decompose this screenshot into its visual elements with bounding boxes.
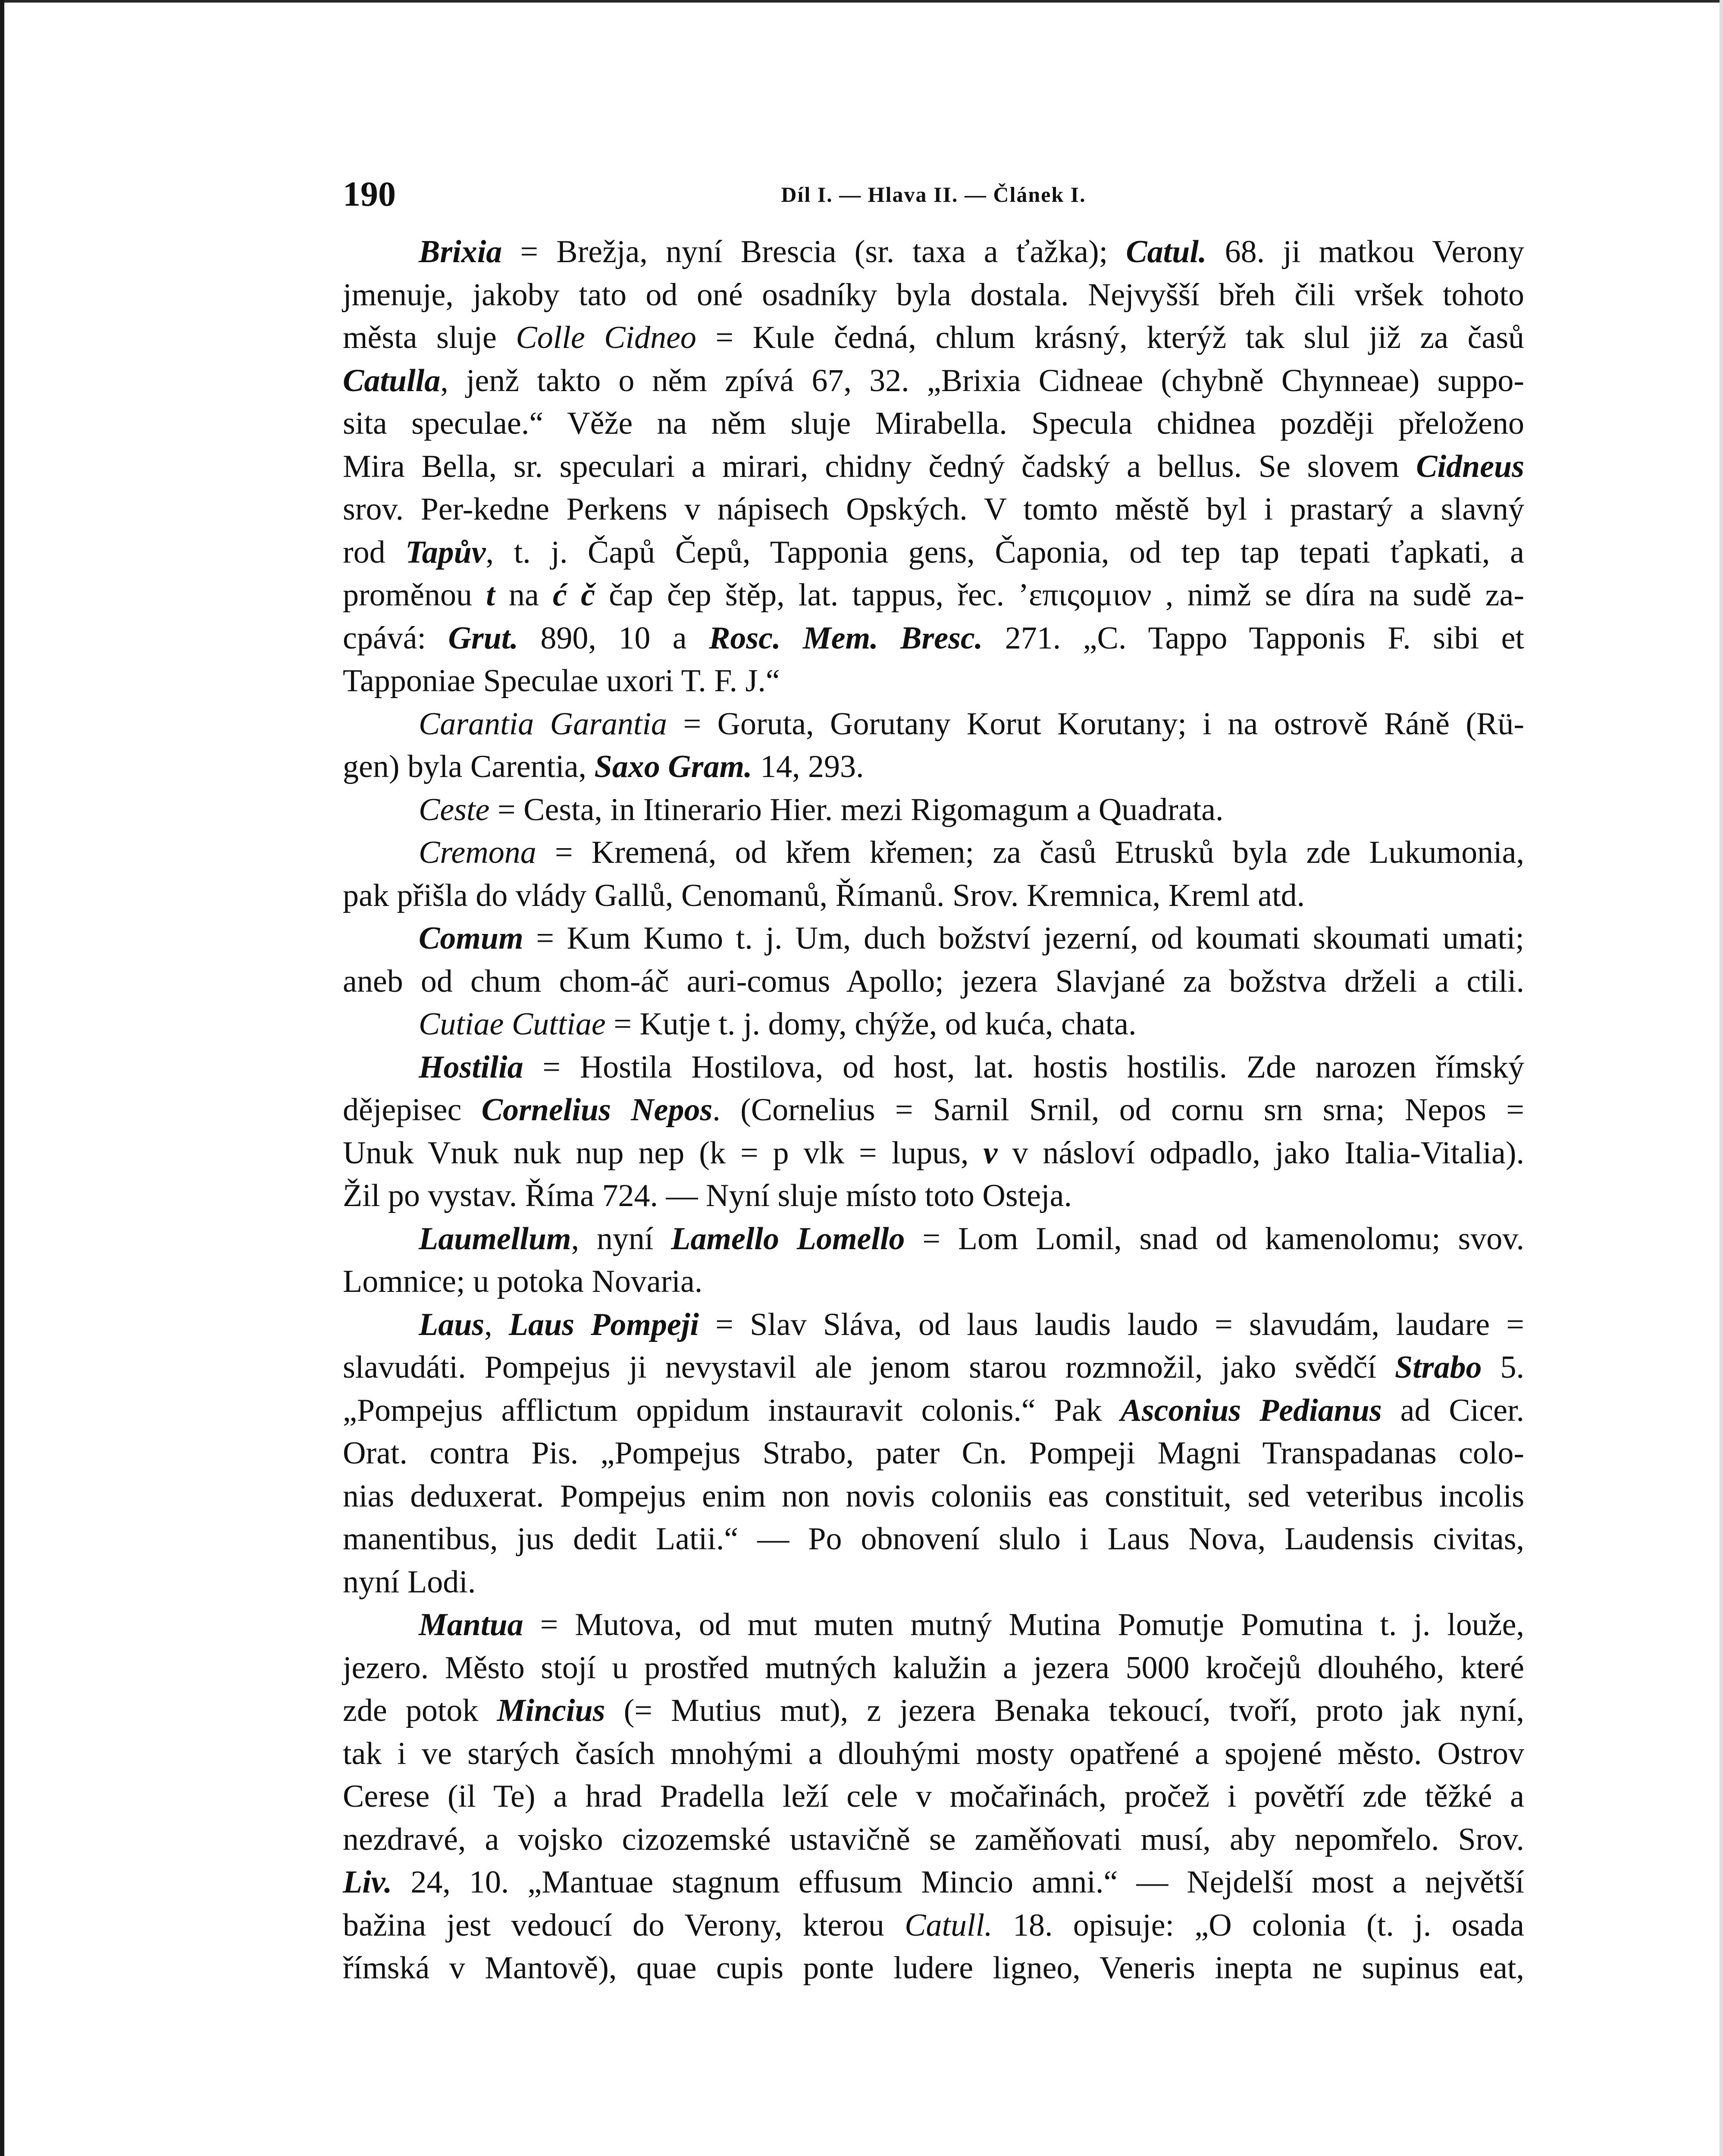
text-run: 68. ji matkou Verony	[1206, 234, 1524, 270]
emphasized-term: Asconius Pedianus	[1120, 1392, 1382, 1428]
text-line	[343, 1904, 1524, 1947]
text-run: = Hostila Hostilova, od host, lat. hostis hostilis. Zde narozen římský	[523, 1049, 1524, 1085]
text-line	[343, 917, 1524, 960]
text-run: 24, 10. „Mantuae stagnum effusum Mincio amni.“ — Nejdelší most a největší	[392, 1865, 1524, 1900]
emphasized-term: Saxo Gram.	[594, 749, 752, 784]
text-line	[343, 1861, 1524, 1904]
emphasized-term: Cornelius Nepos	[481, 1092, 713, 1128]
text-line	[343, 1003, 1524, 1046]
text-line	[343, 1475, 1524, 1518]
text-run: v násloví odpadlo, jako Italia-Vitalia).	[997, 1135, 1524, 1171]
text-run: Cerese (il Te) a hrad Pradella leží cele v močařinách, pročež i povětří zde těžké a	[343, 1779, 1524, 1814]
text-run: Žil po vystav. Říma 724. — Nyní sluje místo toto Osteja.	[343, 1178, 1072, 1213]
text-line	[343, 1818, 1524, 1861]
emphasized-term: Grut.	[448, 620, 518, 656]
emphasized-term: Catul.	[1126, 234, 1207, 270]
text-line	[343, 488, 1524, 531]
text-run: gen) byla Carentia,	[343, 749, 595, 784]
scan-top-edge	[0, 0, 1723, 3]
text-run: = Mutova, od mut muten mutný Mutina Pomutje Pomutina t. j. louže,	[523, 1607, 1524, 1642]
text-run: dějepisec	[343, 1092, 482, 1128]
emphasized-term: Mincius	[497, 1693, 605, 1728]
text-run: aneb od chum chom-áč auri-comus Apollo; jezera Slavjané za božstva drželi a ctili.	[343, 963, 1524, 999]
text-line	[343, 1046, 1524, 1089]
emphasized-term: Catull.	[905, 1907, 993, 1943]
text-run: jmenuje, jakoby tato od oné osadníky byla dostala. Nejvyšší břeh čili vršek tohoto	[343, 277, 1524, 313]
text-run: Unuk Vnuk nuk nup nep (k = p vlk = lupus,	[343, 1135, 984, 1171]
emphasized-term: Cremona	[419, 835, 536, 870]
text-run: nezdravé, a vojsko cizozemské ustavičně se zaměňovati musí, aby nepomřelo. Srov.	[343, 1821, 1524, 1857]
text-line	[343, 1089, 1524, 1132]
text-run: srov. Per-kedne Perkens v nápisech Opských. V tomto městě byl i prastarý a slavný	[343, 492, 1524, 527]
text-run: 5.	[1482, 1350, 1525, 1385]
emphasized-term: v	[983, 1135, 998, 1171]
text-line	[343, 1432, 1524, 1475]
text-line	[343, 617, 1524, 660]
text-run: 18. opisuje: „O colonia (t. j. osada	[992, 1907, 1524, 1943]
text-run: tak i ve starých časích mnohými a dlouhými mosty opatřené a spojené město. Ostrov	[343, 1736, 1524, 1771]
text-run: . (Cornelius = Sarnil Srnil, od cornu srn srna; Nepos =	[712, 1092, 1525, 1128]
emphasized-term: Laus Pompeji	[508, 1307, 699, 1342]
page-header	[343, 172, 1524, 216]
emphasized-term: Liv.	[343, 1865, 392, 1900]
emphasized-term: Catulla	[343, 363, 441, 398]
text-run: = Kutje t. j. domy, chýže, od kuća, chata.	[605, 1006, 1137, 1042]
emphasized-term: Hostilia	[419, 1049, 523, 1085]
scan-right-shadow	[1720, 0, 1723, 2156]
emphasized-term: Tapův	[405, 534, 486, 570]
text-run: , nyní	[571, 1221, 671, 1257]
text-run: 890, 10 a	[518, 620, 709, 656]
text-run: proměnou	[343, 577, 486, 613]
text-line	[343, 574, 1524, 617]
text-run: = Lom Lomil, snad od kamenolomu; svov.	[905, 1221, 1524, 1257]
text-run: zde potok	[343, 1693, 497, 1728]
text-run: nyní Lodi.	[343, 1564, 476, 1600]
text-line	[343, 703, 1524, 746]
text-run: = Kule čedná, chlum krásný, kterýž tak slul již za časů	[696, 320, 1524, 355]
text-line	[343, 1218, 1524, 1261]
text-run: = Goruta, Gorutany Korut Korutany; i na ostrově Ráně (Rü-	[667, 706, 1524, 742]
page-number: 190	[343, 174, 396, 213]
text-line	[343, 1561, 1524, 1604]
emphasized-term: Lamello Lomello	[671, 1221, 905, 1257]
text-run: cpává:	[343, 620, 448, 656]
emphasized-term: Strabo	[1394, 1350, 1482, 1385]
text-run: bažina jest vedoucí do Verony, kterou	[343, 1907, 905, 1943]
emphasized-term: Rosc. Mem. Bresc.	[709, 620, 983, 656]
text-run: ,	[484, 1307, 509, 1342]
text-run: Mira Bella, sr. speculari a mirari, chidny čedný čadský a bellus. Se slovem	[343, 448, 1416, 484]
text-line	[343, 531, 1524, 574]
text-run: = Brežja, nyní Brescia (sr. taxa a ťažka);	[502, 234, 1126, 270]
emphasized-term: Carantia Garantia	[419, 706, 667, 742]
emphasized-term: Cidneus	[1416, 448, 1524, 484]
text-run: = Cesta, in Itinerario Hier. mezi Rigomagum a Quadrata.	[489, 792, 1224, 827]
text-run: sita speculae.“ Věže na něm sluje Mirabella. Specula chidnea později přeloženo	[343, 406, 1524, 441]
text-line	[343, 1604, 1524, 1647]
emphasized-term: Mantua	[419, 1607, 523, 1642]
text-line	[343, 445, 1524, 489]
text-line	[343, 1304, 1524, 1347]
emphasized-term: Ceste	[419, 792, 490, 827]
text-run: „Pompejus afflictum oppidum instauravit colonis.“ Pak	[343, 1392, 1121, 1428]
text-line	[343, 1389, 1524, 1432]
text-run: jezero. Město stojí u prostřed mutných kalužin a jezera 5000 kročejů dlouhého, které	[343, 1650, 1524, 1686]
text-line	[343, 1689, 1524, 1733]
text-run: = Kremená, od křem křemen; za časů Etrusků byla zde Lukumonia,	[536, 835, 1524, 870]
text-run: Tapponiae Speculae uxori T. F. J.“	[343, 663, 780, 699]
text-line	[343, 1346, 1524, 1389]
text-run: 271. „C. Tappo Tapponis F. sibi et	[983, 620, 1524, 656]
text-run: manentibus, jus dedit Latii.“ — Po obnovení slulo i Laus Nova, Laudensis civitas,	[343, 1521, 1524, 1557]
text-line	[343, 960, 1524, 1003]
emphasized-term: Colle Cidneo	[516, 320, 696, 355]
text-line	[343, 360, 1524, 403]
text-line	[343, 231, 1524, 274]
text-line	[343, 1132, 1524, 1175]
text-run: 14, 293.	[752, 749, 864, 784]
text-line	[343, 1947, 1524, 1990]
text-line	[343, 660, 1524, 703]
text-line	[343, 1260, 1524, 1304]
emphasized-term: Comum	[419, 921, 523, 956]
text-run: ad Cicer.	[1382, 1392, 1525, 1428]
emphasized-term: ć č	[553, 577, 595, 613]
text-run: města sluje	[343, 320, 516, 355]
scan-binding-edge	[0, 0, 4, 2156]
text-run: slavudáti. Pompejus ji nevystavil ale jenom starou rozmnožil, jako svědčí	[343, 1350, 1395, 1385]
text-line	[343, 1775, 1524, 1818]
text-run: rod	[343, 534, 406, 570]
text-line	[343, 789, 1524, 832]
text-line	[343, 1647, 1524, 1690]
text-run: nias deduxerat. Pompejus enim non novis coloniis eas constituit, sed veteribus incolis	[343, 1478, 1524, 1514]
text-line	[343, 317, 1524, 360]
text-run: Orat. contra Pis. „Pompejus Strabo, pater Cn. Pompeji Magni Transpadanas colo-	[343, 1435, 1524, 1471]
text-line	[343, 1518, 1524, 1561]
emphasized-term: Brixia	[419, 234, 502, 270]
emphasized-term: Laumellum	[419, 1221, 571, 1257]
text-run: (= Mutius mut), z jezera Benaka tekoucí, tvoří, proto jak nyní,	[605, 1693, 1525, 1728]
text-run: , jenž takto o něm zpívá 67, 32. „Brixia Cidneae (chybně Chynneae) suppo-	[440, 363, 1524, 398]
running-head: Díl I. — Hlava II. — Článek I.	[781, 182, 1086, 207]
text-line	[343, 746, 1524, 789]
text-run: římská v Mantově), quae cupis ponte ludere ligneo, Veneris inepta ne supinus eat,	[343, 1950, 1524, 1986]
emphasized-term: Cutiae Cuttiae	[419, 1006, 606, 1042]
text-line	[343, 402, 1524, 445]
emphasized-term: t	[486, 577, 495, 613]
text-line	[343, 831, 1524, 874]
text-line	[343, 1175, 1524, 1218]
text-line	[343, 274, 1524, 317]
text-run: čap čep štěp, lat. tappus, řec. ’επιςομιον , nimž se díra na sudě za-	[595, 577, 1524, 613]
text-run: = Kum Kumo t. j. Um, duch božství jezerní, od koumati skoumati umati;	[523, 921, 1524, 956]
text-run: na	[495, 577, 553, 613]
text-run: , t. j. Čapů Čepů, Tapponia gens, Čaponia, od tep tap tepati ťapkati, a	[486, 534, 1524, 570]
text-run: Lomnice; u potoka Novaria.	[343, 1264, 703, 1299]
text-line	[343, 1733, 1524, 1776]
body-text	[343, 231, 1524, 1990]
text-run: = Slav Sláva, od laus laudis laudo = slavudám, laudare =	[699, 1307, 1525, 1342]
emphasized-term: Laus	[419, 1307, 485, 1342]
text-run: pak přišla do vlády Gallů, Cenomanů, Římanů. Srov. Kremnica, Kreml atd.	[343, 877, 1305, 913]
text-line	[343, 874, 1524, 918]
